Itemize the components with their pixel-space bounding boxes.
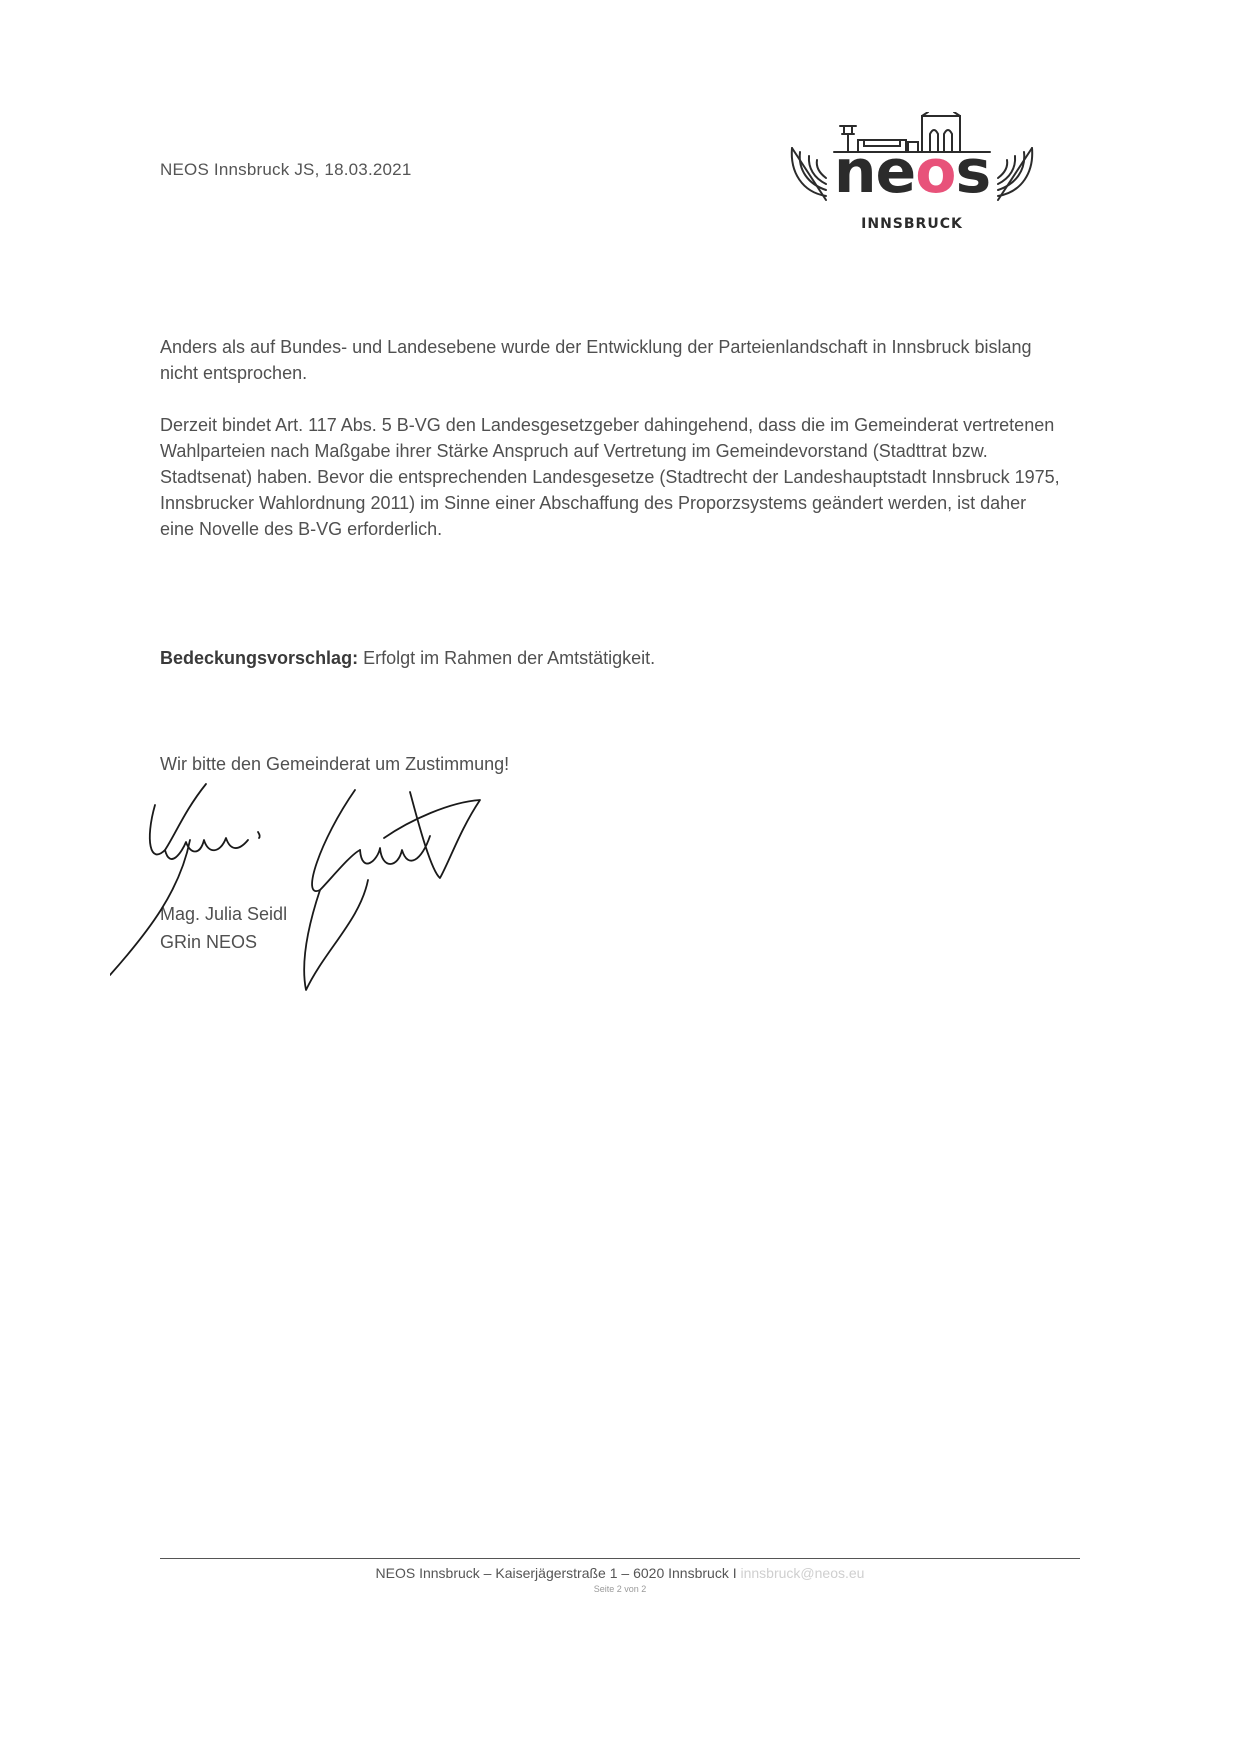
document-reference: NEOS Innsbruck JS, 18.03.2021 bbox=[160, 160, 412, 179]
body-paragraph-2: Derzeit bindet Art. 117 Abs. 5 B-VG den Landesgesetzgeber dahingehend, dass die im Gemeinderat vertretenen Wahlparteien nach Maßgabe ihrer Stärke Anspruch auf Vertretung im Gemeindevorstand (Stadttrat bzw. Stadtsenat) haben. Bevor die entsprechenden Landesgesetze (Stadtrecht der Landeshauptstadt Innsbruck 1975, Innsbrucker Wahlordnung 2011) im Sinne einer Abschaffung des Proporzsystems geändert werden, ist daher eine Novelle des B-VG erforderlich. bbox=[160, 415, 1060, 539]
logo-subtitle: INNSBRUCK bbox=[861, 216, 963, 232]
closing-line: Wir bitte den Gemeinderat um Zustimmung! bbox=[160, 754, 510, 774]
body-paragraph-1: Anders als auf Bundes- und Landesebene wurde der Entwicklung der Parteienlandschaft in Innsbruck bislang nicht entsprochen. bbox=[160, 337, 1032, 383]
footer-address: NEOS Innsbruck – Kaiserjägerstraße 1 – 6020 Innsbruck I innsbruck@neos.eu bbox=[375, 1565, 865, 1581]
handwritten-signature bbox=[110, 780, 530, 1010]
coverage-proposal bbox=[160, 648, 655, 669]
signatory-name: Mag. Julia Seidl bbox=[160, 904, 288, 924]
coverage-label: Bedeckungsvorschlag: bbox=[160, 648, 359, 668]
signatory-role: GRin NEOS bbox=[160, 932, 258, 952]
logo-wordmark: neos bbox=[833, 137, 991, 207]
coverage-text: Erfolgt im Rahmen der Amtstätigkeit. bbox=[358, 648, 656, 668]
footer-email[interactable]: innsbruck@neos.eu bbox=[740, 1565, 865, 1581]
neos-logo bbox=[782, 112, 1042, 244]
page-number: Seite 2 von 2 bbox=[593, 1584, 647, 1594]
footer-divider bbox=[160, 1558, 1080, 1559]
